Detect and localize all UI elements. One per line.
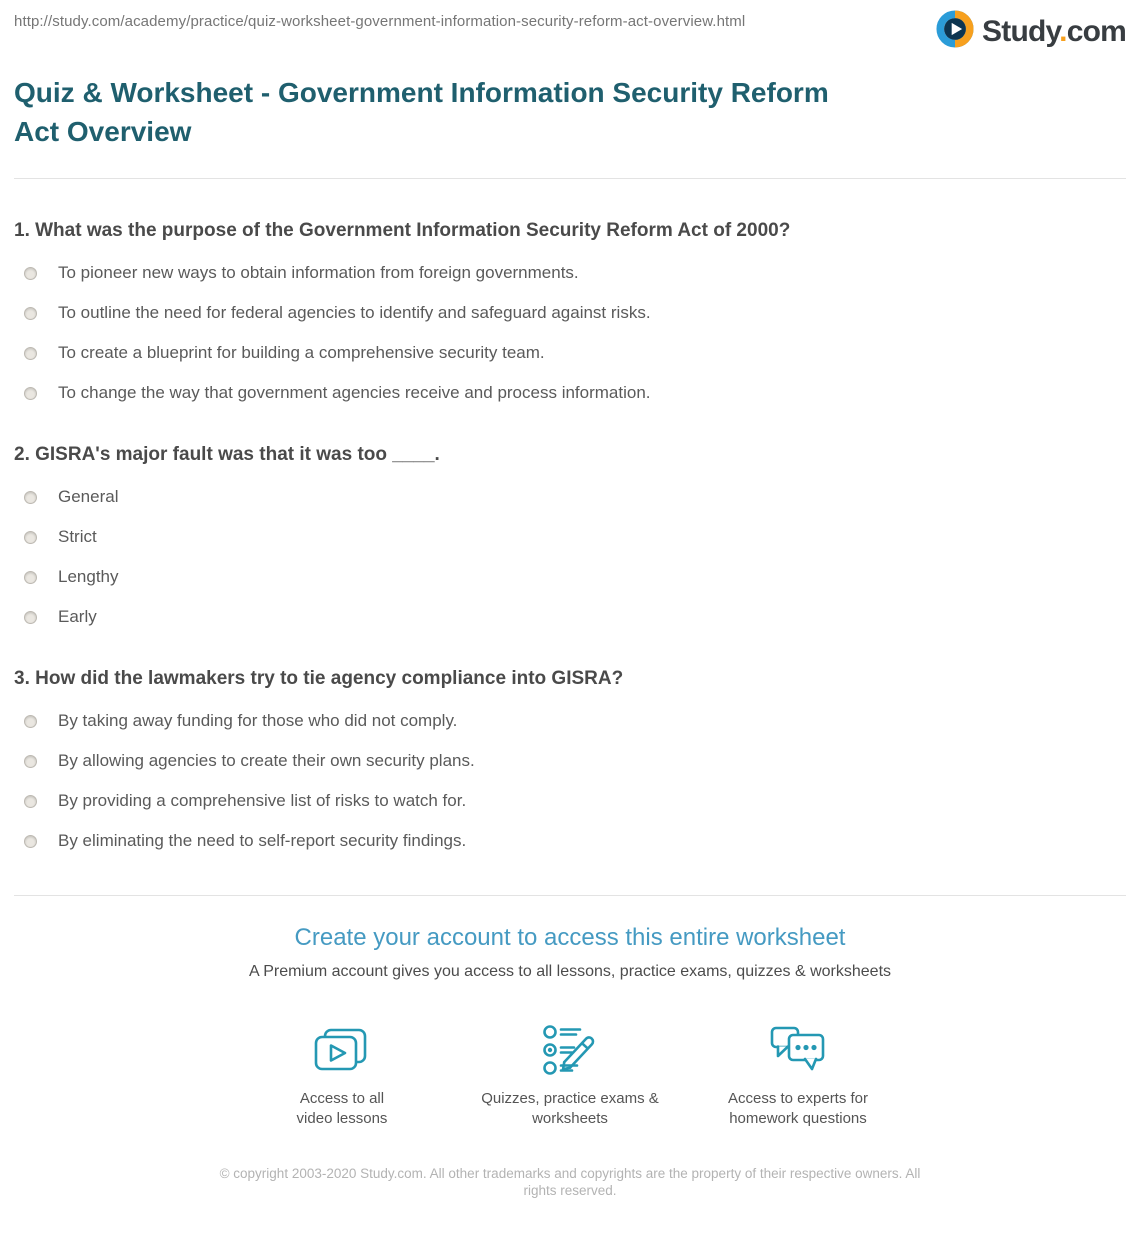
answer-options bbox=[14, 487, 1126, 627]
radio-button[interactable] bbox=[24, 307, 37, 320]
answer-option[interactable] bbox=[14, 527, 1126, 547]
page-header bbox=[14, 0, 1126, 53]
answer-label[interactable]: By allowing agencies to create their own security plans. bbox=[58, 751, 475, 770]
question-text: 1. What was the purpose of the Government Information Security Reform Act of 2000? bbox=[14, 220, 791, 241]
copyright-notice: © copyright 2003-2020 Study.com. All other trademarks and copyrights are the property of their respective owners. All rights reserved. bbox=[219, 1166, 921, 1198]
feature-quizzes-worksheets bbox=[465, 1015, 675, 1129]
feature-label: Access to all video lessons bbox=[296, 1090, 388, 1127]
divider bbox=[14, 895, 1126, 896]
studycom-logo-icon bbox=[936, 10, 974, 53]
answer-option[interactable] bbox=[14, 343, 1126, 363]
question-text: 2. GISRA's major fault was that it was too ____. bbox=[14, 444, 440, 465]
radio-button[interactable] bbox=[24, 491, 37, 504]
answer-label[interactable]: By taking away funding for those who did not comply. bbox=[58, 711, 458, 730]
studycom-logo[interactable] bbox=[936, 10, 1126, 53]
feature-video-lessons bbox=[237, 1015, 447, 1129]
signup-heading: Create your account to access this entire worksheet bbox=[294, 924, 846, 951]
feature-label: Access to experts for homework questions bbox=[727, 1090, 869, 1127]
radio-button[interactable] bbox=[24, 835, 37, 848]
radio-button[interactable] bbox=[24, 531, 37, 544]
radio-button[interactable] bbox=[24, 347, 37, 360]
answer-options bbox=[14, 263, 1126, 403]
answer-option[interactable] bbox=[14, 487, 1126, 507]
answer-label[interactable]: General bbox=[58, 487, 119, 506]
feature-homework-experts bbox=[693, 1015, 903, 1129]
question-1 bbox=[14, 219, 1126, 403]
radio-button[interactable] bbox=[24, 795, 37, 808]
answer-option[interactable] bbox=[14, 831, 1126, 851]
answer-label[interactable]: To create a blueprint for building a comprehensive security team. bbox=[58, 343, 545, 362]
radio-button[interactable] bbox=[24, 267, 37, 280]
answer-label[interactable]: By eliminating the need to self-report security findings. bbox=[58, 831, 467, 850]
studycom-logo-text: Study.com bbox=[982, 14, 1126, 48]
radio-button[interactable] bbox=[24, 611, 37, 624]
radio-button[interactable] bbox=[24, 387, 37, 400]
feature-list bbox=[14, 1015, 1126, 1129]
answer-option[interactable] bbox=[14, 263, 1126, 283]
answer-label[interactable]: By providing a comprehensive list of risks to watch for. bbox=[58, 791, 467, 810]
chat-experts-icon bbox=[769, 1015, 827, 1077]
question-text: 3. How did the lawmakers try to tie agency compliance into GISRA? bbox=[14, 668, 624, 689]
page-title: Quiz & Worksheet - Government Information Security Reform Act Overview bbox=[14, 77, 829, 147]
video-lessons-icon bbox=[313, 1015, 371, 1077]
radio-button[interactable] bbox=[24, 715, 37, 728]
question-2 bbox=[14, 443, 1126, 627]
answer-label[interactable]: To pioneer new ways to obtain information from foreign governments. bbox=[58, 263, 579, 282]
question-3 bbox=[14, 667, 1126, 851]
answer-option[interactable] bbox=[14, 383, 1126, 403]
answer-option[interactable] bbox=[14, 791, 1126, 811]
page-url: http://study.com/academy/practice/quiz-worksheet-government-information-security-reform-act-overview.html bbox=[14, 13, 746, 30]
quiz-pencil-icon bbox=[541, 1015, 599, 1077]
answer-option[interactable] bbox=[14, 607, 1126, 627]
signup-subheading: A Premium account gives you access to all lessons, practice exams, quizzes & worksheets bbox=[248, 963, 892, 980]
answer-option[interactable] bbox=[14, 711, 1126, 731]
radio-button[interactable] bbox=[24, 755, 37, 768]
divider bbox=[14, 178, 1126, 179]
answer-label[interactable]: Strict bbox=[58, 527, 97, 546]
feature-label: Quizzes, practice exams & worksheets bbox=[481, 1090, 659, 1127]
answer-label[interactable]: To change the way that government agencies receive and process information. bbox=[58, 383, 651, 402]
answer-option[interactable] bbox=[14, 567, 1126, 587]
answer-options bbox=[14, 711, 1126, 851]
answer-label[interactable]: Early bbox=[58, 607, 97, 626]
signup-section bbox=[14, 923, 1126, 1129]
radio-button[interactable] bbox=[24, 571, 37, 584]
answer-label[interactable]: Lengthy bbox=[58, 567, 119, 586]
answer-label[interactable]: To outline the need for federal agencies to identify and safeguard against risks. bbox=[58, 303, 651, 322]
answer-option[interactable] bbox=[14, 303, 1126, 323]
answer-option[interactable] bbox=[14, 751, 1126, 771]
